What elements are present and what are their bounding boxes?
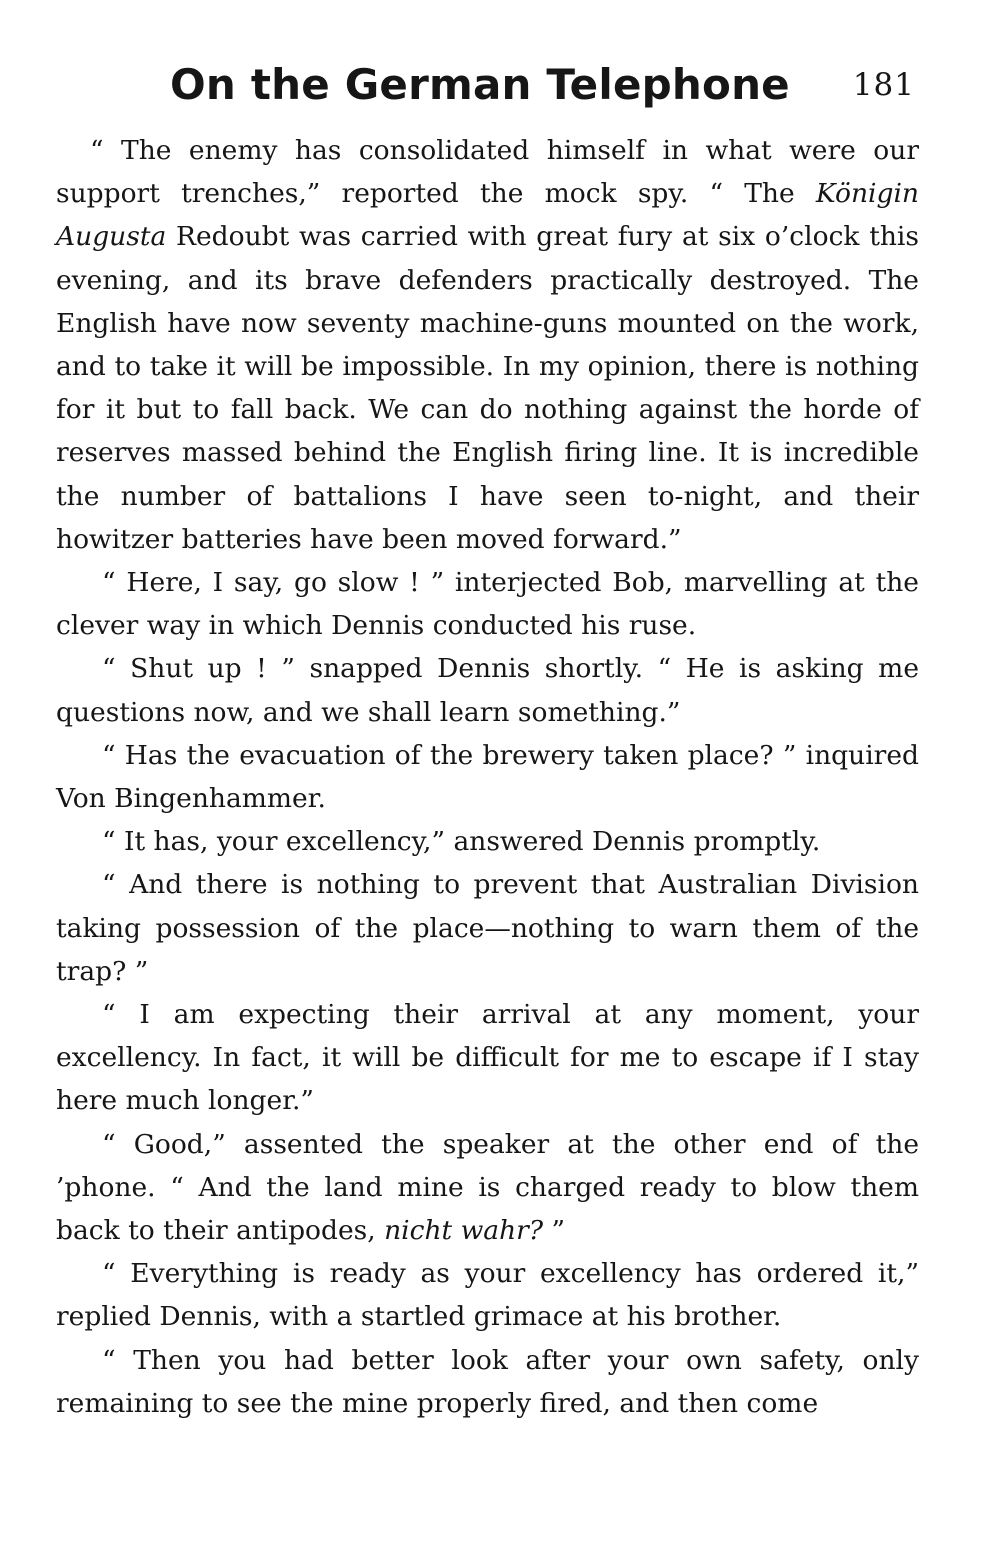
text-run: “ Shut up ! ” snapped Dennis shortly. “ He is asking me questions now, and we shall learn something.” xyxy=(56,653,919,728)
italic-text: Königin Augusta xyxy=(56,178,919,253)
text-run: “ Everything is ready as your excellency has ordered it,” replied Dennis, with a startled grimace at his brother. xyxy=(56,1258,919,1333)
text-run: “ Here, I say, go slow ! ” interjected Bob, marvelling at the clever way in which Dennis conducted his ruse. xyxy=(56,567,919,642)
paragraph xyxy=(56,820,919,863)
chapter-title: On the German Telephone xyxy=(170,60,790,109)
paragraph xyxy=(56,1339,919,1425)
italic-text: nicht wahr? xyxy=(384,1215,544,1247)
paragraph xyxy=(56,647,919,733)
body-text xyxy=(56,129,919,1425)
paragraph xyxy=(56,1252,919,1338)
page-number: 181 xyxy=(852,67,915,103)
paragraph xyxy=(56,993,919,1123)
paragraph xyxy=(56,561,919,647)
text-run: “ And there is nothing to prevent that Australian Division taking possession of the place—nothing to warn them of the trap? ” xyxy=(56,869,919,987)
paragraph xyxy=(56,129,919,561)
text-run: “ It has, your excellency,” answered Dennis promptly. xyxy=(102,826,821,858)
text-run: Redoubt was carried with great fury at six o’clock this evening, and its brave defenders practically destroyed. The English have now seventy machine-guns mounted on the work, and to take it will be impossible. In my opinion, there is nothing for it but to fall back. We can do nothing against the horde of reserves massed behind the English firing line. It is incredible the number of battalions I have seen to-night, and their howitzer batteries have been moved forward.” xyxy=(56,221,919,555)
running-head xyxy=(56,0,919,128)
text-run: “ I am expecting their arrival at any moment, your excellency. In fact, it will be difficult for me to escape if I stay here much longer.” xyxy=(56,999,919,1117)
text-run: “ Has the evacuation of the brewery taken place? ” inquired Von Bingenhammer. xyxy=(56,739,919,815)
paragraph xyxy=(56,1123,919,1253)
book-page xyxy=(56,0,919,1542)
text-run: “ The enemy has consolidated himself in what were our support trenches,” reported the mock spy. “ The xyxy=(56,135,919,210)
paragraph xyxy=(56,734,919,820)
text-run: ” xyxy=(543,1215,566,1247)
paragraph xyxy=(56,863,919,993)
text-run: “ Then you had better look after your own safety, only remaining to see the mine properly fired, and then come xyxy=(56,1344,919,1419)
text-run: “ Good,” assented the speaker at the other end of the ’phone. “ And the land mine is charged ready to blow them back to their antipodes, xyxy=(56,1128,919,1247)
